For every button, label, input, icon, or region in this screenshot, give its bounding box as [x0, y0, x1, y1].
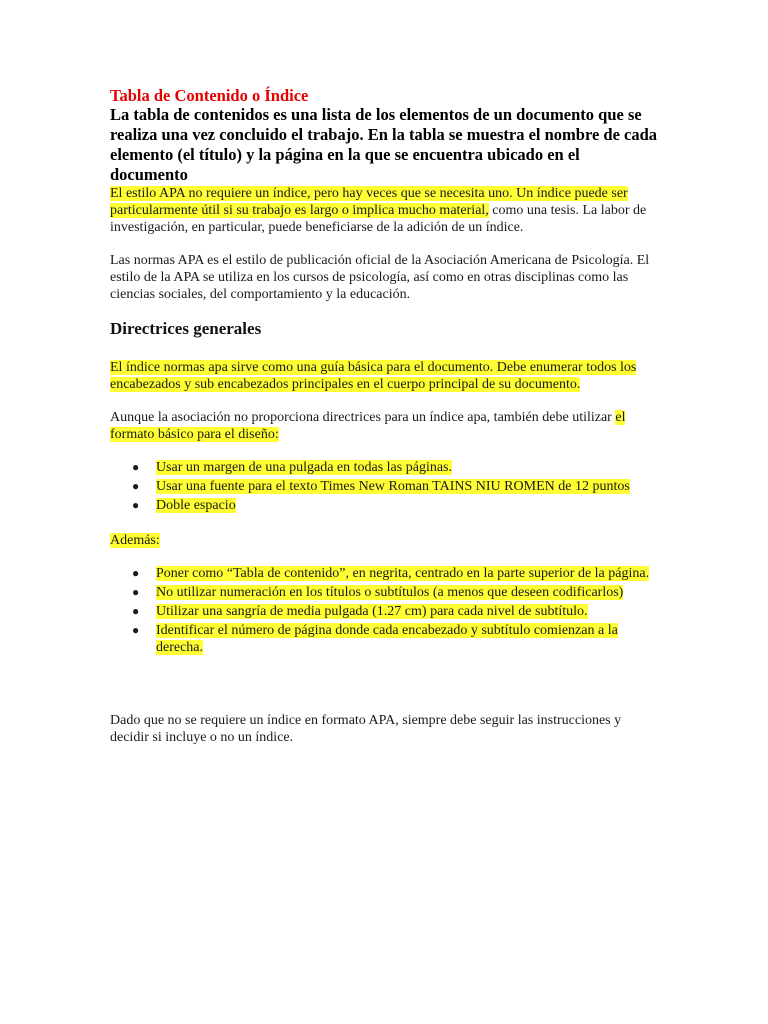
- plain-text: Aunque la asociación no proporciona directrices para un índice apa, también debe utilizar: [110, 410, 616, 425]
- intro-paragraph: La tabla de contenidos es una lista de los elementos de un documento que se realiza una vez concluido el trabajo. En la tabla se muestra el nombre de cada elemento (el título) y la página en la que se encuentra ubicado en el documento: [110, 105, 658, 184]
- list-item: [132, 497, 658, 514]
- paragraph-format: [110, 409, 658, 443]
- list-item: [132, 565, 658, 582]
- list-item-text: No utilizar numeración en los títulos o subtítulos (a menos que deseen codificarlos): [156, 585, 624, 600]
- bullet-icon: ●: [132, 460, 140, 474]
- bullet-icon: ●: [132, 623, 140, 637]
- highlighted-text: El estilo APA no requiere un índice, pero hay veces que se necesita uno. Un índice puede ser particularmente útil si su trabajo es largo o implica mucho material,: [110, 186, 628, 218]
- plain-text: como una tesis. La labor de investigación, en particular, puede beneficiarse de la adición de un índice.: [110, 203, 647, 235]
- list-item-text: Usar un margen de una pulgada en todas las páginas.: [156, 460, 452, 475]
- list-item-text: Doble espacio: [156, 498, 236, 513]
- bullet-icon: ●: [132, 604, 140, 618]
- document-title: Tabla de Contenido o Índice: [110, 86, 309, 105]
- list-item: [132, 478, 658, 495]
- paragraph-guide: [110, 359, 658, 393]
- section-heading: Directrices generales: [110, 319, 262, 338]
- highlighted-text: Además:: [110, 533, 160, 548]
- bullet-icon: ●: [132, 479, 140, 493]
- bullet-icon: ●: [132, 498, 140, 512]
- list-item: [132, 603, 658, 620]
- format-list: [110, 459, 658, 514]
- highlighted-text: el formato básico para el diseño:: [110, 410, 626, 442]
- closing-paragraph: Dado que no se requiere un índice en formato APA, siempre debe seguir las instrucciones y decidir si incluye o no un índice.: [110, 713, 622, 745]
- list-item: [132, 622, 658, 656]
- additional-list: [110, 565, 658, 656]
- bullet-icon: ●: [132, 585, 140, 599]
- highlighted-text: El índice normas apa sirve como una guía básica para el documento. Debe enumerar todos los encabezados y sub encabezados principales en el cuerpo principal de su documento.: [110, 360, 637, 392]
- paragraph-apa-index: [110, 185, 658, 236]
- list-item-text: Utilizar una sangría de media pulgada (1.27 cm) para cada nivel de subtítulo.: [156, 604, 588, 619]
- list-item-text: Usar una fuente para el texto Times New Roman TAINS NIU ROMEN de 12 puntos: [156, 479, 630, 494]
- ademas-label: [110, 532, 658, 549]
- list-item-text: Poner como “Tabla de contenido”, en negrita, centrado en la parte superior de la página.: [156, 566, 650, 581]
- list-item: [132, 584, 658, 601]
- list-item: [132, 459, 658, 476]
- paragraph-apa-norms: Las normas APA es el estilo de publicación oficial de la Asociación Americana de Psicología. El estilo de la APA se utiliza en los cursos de psicología, así como en otras disciplinas como las ciencias sociales, del comportamiento y la educación.: [110, 253, 650, 302]
- list-item-text: Identificar el número de página donde cada encabezado y subtítulo comienzan a la derecha.: [156, 623, 618, 655]
- bullet-icon: ●: [132, 566, 140, 580]
